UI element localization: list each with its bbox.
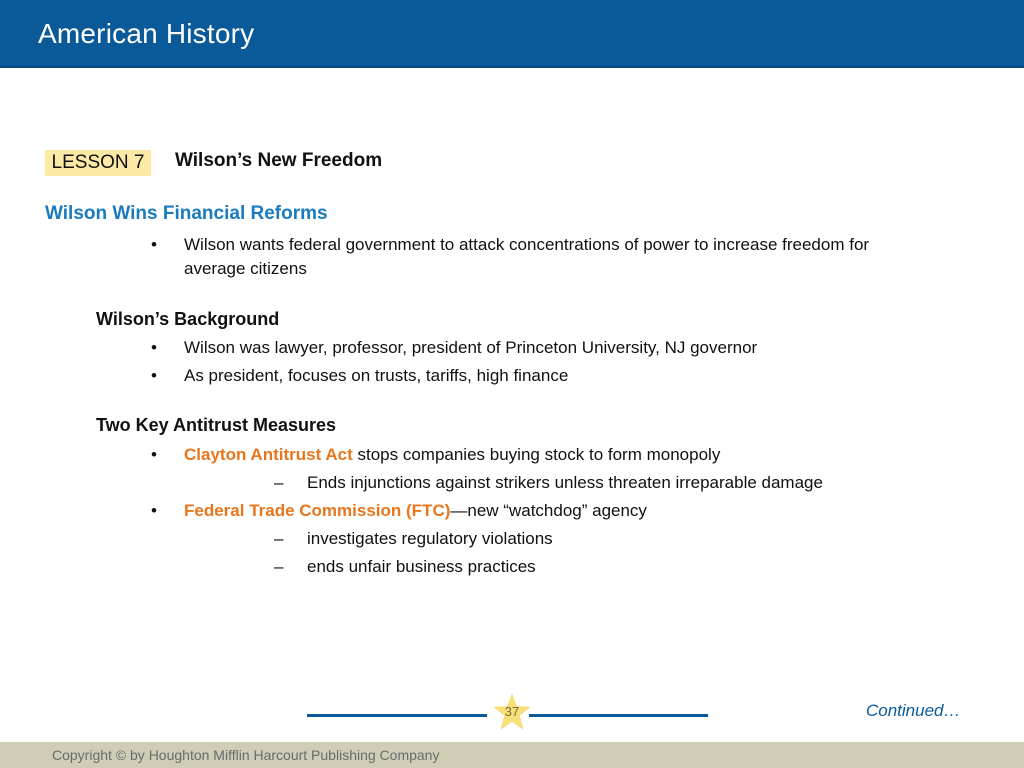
continued-label: Continued… bbox=[866, 701, 961, 720]
bullet-clayton bbox=[151, 443, 721, 467]
sub-bullet-text: Ends injunctions against strikers unless threaten irreparable damage bbox=[307, 473, 823, 492]
lesson-badge: LESSON 7 bbox=[45, 150, 151, 176]
bullet-financial-reforms bbox=[151, 233, 964, 281]
bullet-dot-icon: • bbox=[151, 501, 157, 520]
section-heading-background: Wilson’s Background bbox=[96, 309, 280, 329]
bullet-ftc bbox=[151, 499, 647, 523]
bullet-text-line-2: average citizens bbox=[184, 259, 307, 278]
sub-bullet-ftc-1 bbox=[274, 527, 553, 551]
bullet-text-line-1: Wilson wants federal government to attack concentrations of power to increase freedom for bbox=[184, 235, 870, 254]
lesson-title: Wilson’s New Freedom bbox=[175, 150, 383, 171]
page-divider-right bbox=[529, 714, 708, 717]
bullet-dot-icon: • bbox=[151, 338, 157, 357]
clayton-act-description: stops companies buying stock to form monopoly bbox=[352, 445, 721, 464]
bullet-dot-icon: • bbox=[151, 235, 157, 254]
sub-bullet-ftc-2 bbox=[274, 555, 536, 579]
bullet-text: Wilson was lawyer, professor, president of Princeton University, NJ governor bbox=[184, 338, 758, 357]
clayton-act-term: Clayton Antitrust Act bbox=[184, 445, 353, 464]
copyright-text: Copyright © by Houghton Mifflin Harcourt Publishing Company bbox=[52, 747, 440, 763]
sub-bullet-text: investigates regulatory violations bbox=[307, 529, 553, 548]
ftc-description: —new “watchdog” agency bbox=[450, 501, 647, 520]
bullet-dot-icon: • bbox=[151, 445, 157, 464]
bullet-background-2 bbox=[151, 364, 569, 388]
ftc-term: Federal Trade Commission (FTC) bbox=[184, 501, 451, 520]
header-title: American History bbox=[38, 18, 255, 49]
bullet-background-1 bbox=[151, 336, 758, 360]
section-heading-antitrust: Two Key Antitrust Measures bbox=[96, 415, 337, 435]
dash-icon: – bbox=[274, 473, 284, 492]
sub-bullet-clayton-1 bbox=[274, 471, 823, 495]
page-divider-left bbox=[307, 714, 487, 717]
sub-bullet-text: ends unfair business practices bbox=[307, 557, 536, 576]
section-heading-financial-reforms: Wilson Wins Financial Reforms bbox=[45, 203, 328, 224]
header-bar bbox=[0, 0, 1024, 68]
page-number: 37 bbox=[504, 704, 520, 719]
dash-icon: – bbox=[274, 529, 284, 548]
bullet-text: As president, focuses on trusts, tariffs, high finance bbox=[184, 366, 569, 385]
bullet-dot-icon: • bbox=[151, 366, 157, 385]
dash-icon: – bbox=[274, 557, 284, 576]
